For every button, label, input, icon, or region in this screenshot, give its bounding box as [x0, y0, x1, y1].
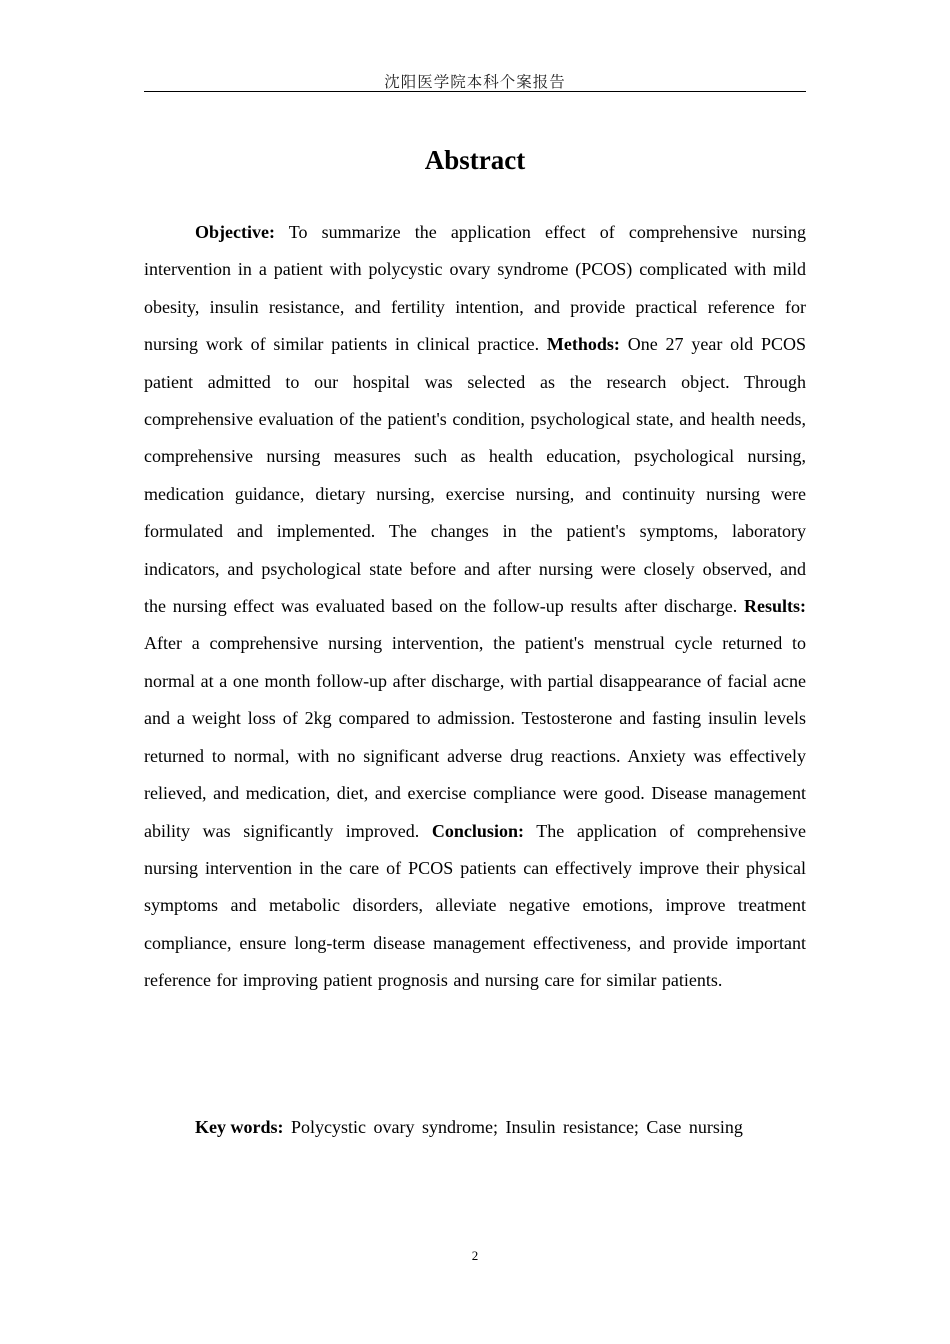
keywords-label: Key words:	[195, 1117, 284, 1137]
conclusion-label: Conclusion:	[431, 820, 524, 841]
conclusion-text: The application of comprehensive nursing intervention in the care of PCOS patients can effectively improve their physical symptoms and metabolic disorders, alleviate negative emotions, improve treatment compliance, ensure long-term disease management effectiveness, and provide important reference for improving patient prognosis and nursing care for similar patients.	[144, 820, 806, 991]
page-title: Abstract	[424, 145, 526, 175]
running-header: 沈阳医学院本科个案报告	[384, 73, 566, 91]
keywords-line	[144, 1109, 806, 1146]
methods-text: One 27 year old PCOS patient admitted to our hospital was selected as the research object. Through comprehensive evaluation of the patient's condition, psychological state, and health needs, comprehensive nursing measures such as health education, psychological nursing, medication guidance, dietary nursing, exercise nursing, and continuity nursing were formulated and implemented. The changes in the patient's symptoms, laboratory indicators, and psychological state before and after nursing were closely observed, and the nursing effect was evaluated based on the follow-up results after discharge.	[144, 334, 806, 617]
keywords-text: Polycystic ovary syndrome; Insulin resistance; Case nursing	[283, 1117, 743, 1137]
abstract-paragraph	[144, 214, 806, 1000]
results-label: Results:	[744, 596, 806, 617]
results-text: After a comprehensive nursing intervention, the patient's menstrual cycle returned to normal at a one month follow-up after discharge, with partial disappearance of facial acne and a weight loss of 2kg compared to admission. Testosterone and fasting insulin levels returned to normal, with no significant adverse drug reactions. Anxiety was effectively relieved, and medication, diet, and exercise compliance were good. Disease management ability was significantly improved.	[144, 633, 806, 841]
page-number: 2	[471, 1248, 479, 1263]
methods-label: Methods:	[546, 334, 620, 355]
objective-label: Objective:	[195, 222, 275, 242]
objective-text: To summarize the application effect of comprehensive nursing intervention in a patient with polycystic ovary syndrome (PCOS) complicated with mild obesity, insulin resistance, and fertility intention, and provide practical reference for nursing work of similar patients in clinical practice.	[144, 222, 806, 355]
header-divider	[144, 91, 806, 92]
